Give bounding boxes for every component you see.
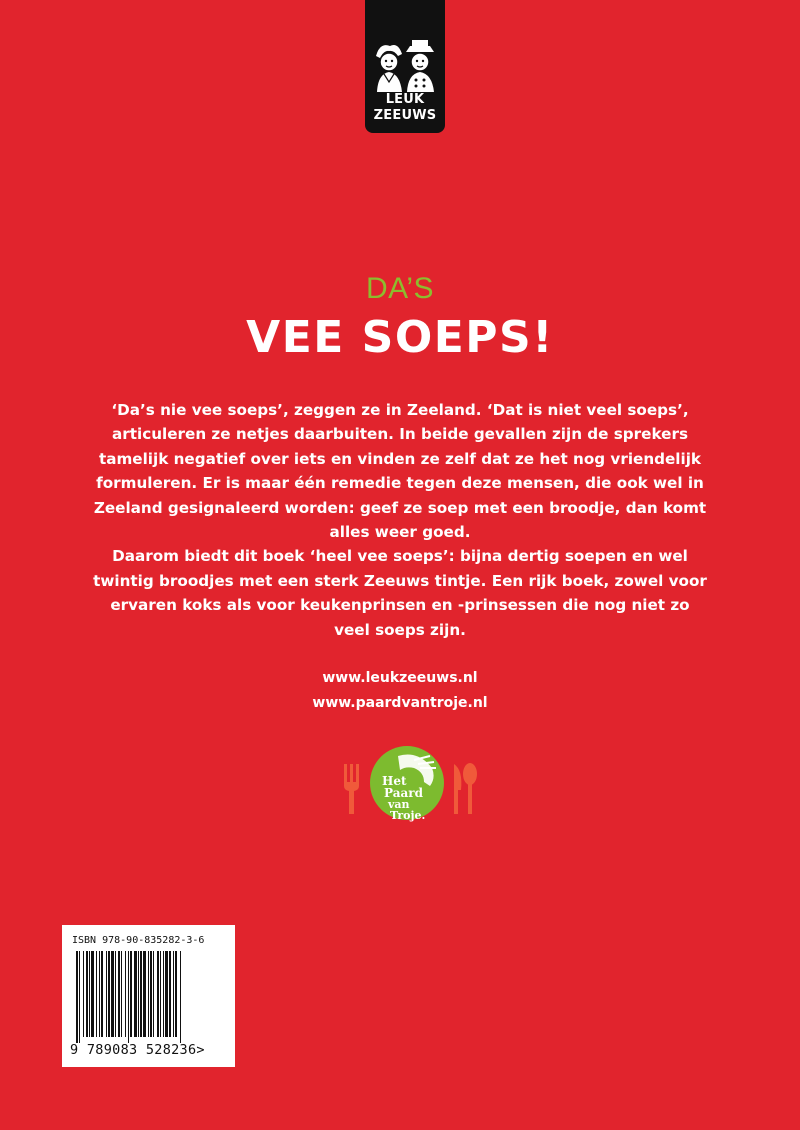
leuk-zeeuws-badge — [365, 0, 445, 133]
publisher-line-1: Het — [382, 774, 407, 788]
spoon-icon — [463, 763, 477, 814]
publisher-line-2: Paard — [384, 786, 423, 800]
website-links — [0, 666, 800, 716]
badge-line-2: ZEEUWS — [373, 108, 437, 123]
publisher-line-3: van — [388, 798, 410, 811]
barcode-box — [62, 925, 235, 1067]
blurb — [90, 398, 710, 642]
barcode-digits: 9 789083 528236> — [70, 1042, 205, 1058]
barcode-icon — [76, 951, 222, 1043]
knife-icon — [454, 764, 461, 814]
publisher-logo — [340, 738, 480, 828]
link-leukzeeuws[interactable]: www.leukzeeuws.nl — [322, 670, 478, 686]
zeeuws-couple-logo-icon — [372, 38, 438, 92]
blurb-paragraph-1: ‘Da’s nie vee soeps’, zeggen ze in Zeeland. ‘Dat is niet veel soeps’, articuleren ze netjes daarbuiten. In beide gevallen zijn de sprekers tamelijk negatief over iets en vinden ze zelf dat ze het nog vriendelijk formuleren. Er is maar één remedie tegen deze mensen, die ook wel in Zeeland gesignaleerd worden: geef ze soep met een broodje, dan komt alles weer goed. — [93, 401, 707, 542]
badge-line-1: LEUK — [385, 92, 425, 107]
isbn-label: ISBN 978-90-835282-3-6 — [72, 935, 205, 946]
title-big: VEE SOEPS! — [246, 312, 554, 363]
blurb-paragraph-2: Daarom biedt dit boek ‘heel vee soeps’: bijna dertig soepen en wel twintig broodjes met een sterk Zeeuws tintje. Een rijk boek, zowel voor ervaren koks als voor keukenprinsen en -prinsessen die nog niet zo veel soeps zijn. — [93, 547, 707, 639]
publisher-line-4: Troje. — [390, 809, 426, 822]
fork-icon — [344, 764, 359, 814]
title-small: DA’S — [365, 272, 435, 305]
link-paardvantroje[interactable]: www.paardvantroje.nl — [312, 695, 488, 711]
